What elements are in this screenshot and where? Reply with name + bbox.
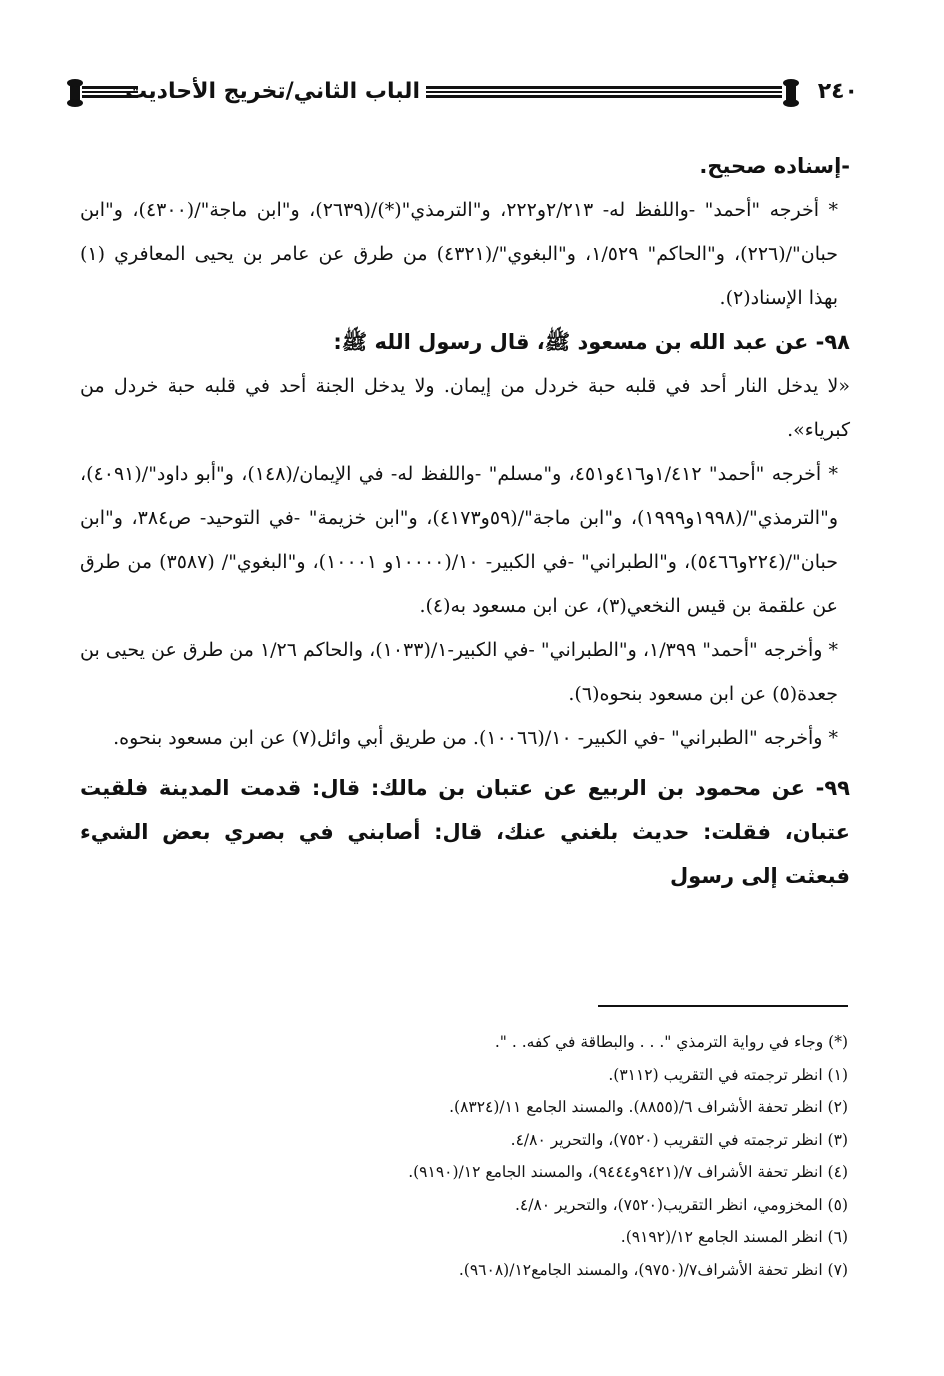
header-rule-right: [426, 86, 782, 98]
footnote-6: (٦) انظر المسند الجامع ١٢/(٩١٩٢).: [620, 1228, 848, 1246]
running-header: [68, 74, 858, 114]
takhrij-paragraph-1: * أخرجه "أحمد" -واللفظ له- ٢/٢١٣و٢٢٢، و"الترمذي"(*)/(٢٦٣٩)، و"ابن ماجة"/(٤٣٠٠)، و"ابن حبان"/(٢٢٦)، و"الحاكم" ١/٥٢٩، و"البغوي"/(٤٣٢١) من طرق عن عامر بن يحيى المعافري (١) بهذا الإسناد(٢).: [80, 199, 839, 309]
hadith-98-text: «لا يدخل النار أحد في قلبه حبة خردل من إيمان. ولا يدخل الجنة أحد في قلبه حبة خردل من كبرياء».: [80, 375, 850, 441]
footnote-4: (٤) انظر تحفة الأشراف ٧/(٩٤٢١و٩٤٤٤)، والمسند الجامع ١٢/(٩١٩٠).: [408, 1163, 848, 1181]
footnotes: [78, 1026, 848, 1286]
footnote-2: (٢) انظر تحفة الأشراف ٦/(٨٨٥٥). والمسند الجامع ١١/(٨٣٢٤).: [449, 1098, 848, 1116]
hadith-99-paragraph: ٩٩- عن محمود بن الربيع عن عتبان بن مالك: قال: قدمت المدينة فلقيت عتبان، فقلت: حديث بلغني عنك، قال: أصابني في بصري بعض الشيء فبعثت إلى رسول: [80, 776, 850, 888]
footnote-5: (٥) المخزومي، انظر التقريب(٧٥٢٠)، والتحرير ٤/٨٠.: [514, 1195, 848, 1214]
footnote-3: (٣) انظر ترجمته في التقريب (٧٥٢٠)، والتحرير ٤/٨٠.: [510, 1130, 848, 1149]
footnote-7: (٧) انظر تحفة الأشراف٧/(٩٧٥٠)، والمسند الجامع١٢/(٩٦٠٨).: [458, 1260, 848, 1279]
isnad-verdict: -إسناده صحيح.: [699, 154, 850, 178]
main-text: [80, 144, 850, 898]
footnote-star: (*) وجاء في رواية الترمذي ". . . والبطاقة في كفه. . ".: [494, 1033, 848, 1051]
takhrij-paragraph-3: * وأخرجه "أحمد" ١/٣٩٩، و"الطبراني" -في الكبير-١/(١٠٣٣)، والحاكم ١/٢٦ من طرق عن يحيى بن جعدة(٥) عن ابن مسعود بنحوه(٦).: [80, 639, 838, 705]
header-ornament-left: [70, 80, 80, 106]
footnote-separator: [598, 1005, 848, 1007]
chapter-title: الباب الثاني/تخريج الأحاديث: [125, 79, 420, 104]
takhrij-paragraph-4: * وأخرجه "الطبراني" -في الكبير- ١٠/(١٠٠٦٦). من طريق أبي وائل(٧) عن ابن مسعود بنحوه.: [113, 727, 838, 749]
takhrij-paragraph-2: * أخرجه "أحمد" ١/٤١٢و٤١٦و٤٥١، و"مسلم" -واللفظ له- في الإيمان/(١٤٨)، و"أبو داود"/(٤٠٩١)، و"الترمذي"/(١٩٩٨و١٩٩٩)، و"ابن ماجة"/(٥٩و٤١٧٣)، و"ابن خزيمة" -في التوحيد- ص٣٨٤، و"ابن حبان"/(٢٢٤و٥٤٦٦)، و"الطبراني" -في الكبير- ١٠/(١٠٠٠٠و ١٠٠٠١)، و"البغوي"/ (٣٥٨٧) من طرق عن علقمة بن قيس النخعي(٣)، عن ابن مسعود به(٤).: [80, 463, 838, 617]
page-number: ٢٤٠: [817, 79, 858, 104]
footnote-1: (١) انظر ترجمته في التقريب (٣١١٢).: [608, 1065, 848, 1084]
header-ornament-right: [786, 80, 796, 106]
hadith-98-heading: ٩٨- عن عبد الله بن مسعود ﷺ، قال رسول الله ﷺ:: [333, 330, 850, 354]
